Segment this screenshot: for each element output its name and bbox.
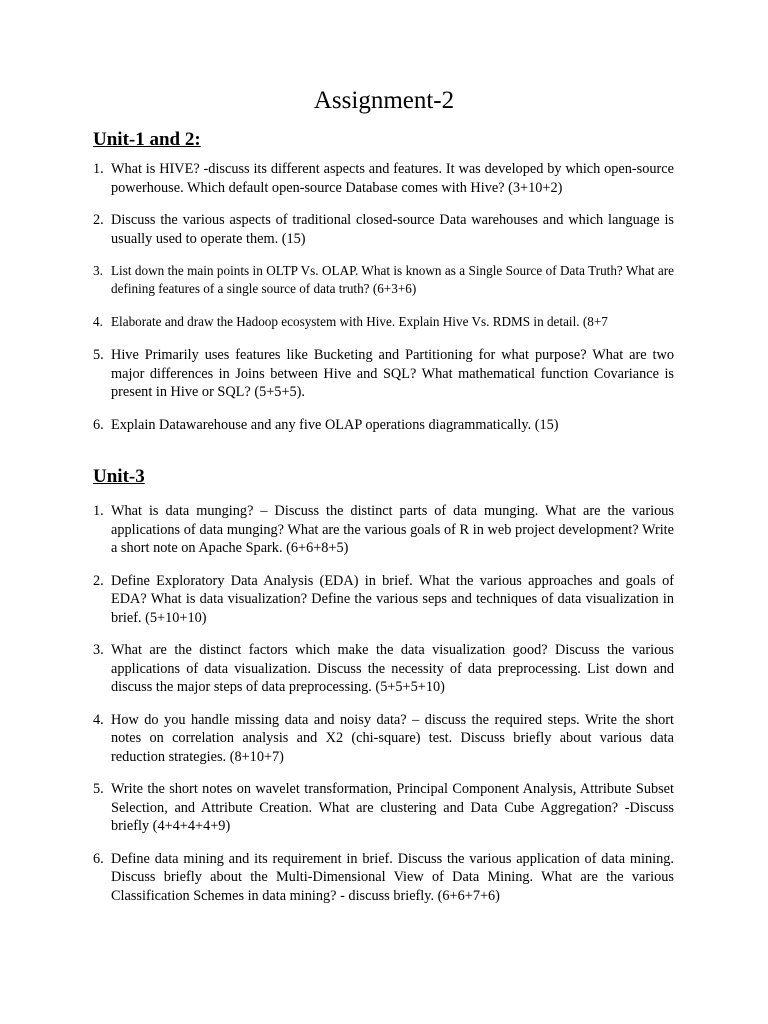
question-number: 3. <box>93 642 104 658</box>
question-item <box>93 641 674 697</box>
question-item <box>93 780 674 836</box>
document-title: Assignment-2 <box>313 87 455 114</box>
question-item <box>93 502 674 558</box>
question-text: What is HIVE? -discuss its different aspects and features. It was developed by which open-source powerhouse. Which default open-source Database comes with Hive? (3+10+2) <box>111 161 674 196</box>
question-number: 4. <box>93 314 103 329</box>
question-text: Elaborate and draw the Hadoop ecosystem with Hive. Explain Hive Vs. RDMS in detail. (8+7 <box>111 314 608 329</box>
question-number: 1. <box>93 161 104 177</box>
question-item <box>93 313 674 331</box>
question-list-unit-3 <box>93 502 674 919</box>
question-text: Hive Primarily uses features like Bucketing and Partitioning for what purpose? What are two major differences in Joins between Hive and SQL? What mathematical function Covariance is present in Hive or SQL? (5+5+5). <box>111 347 674 400</box>
question-item <box>93 850 674 906</box>
question-item <box>93 416 674 435</box>
section-heading-unit-3: Unit-3 <box>93 466 145 487</box>
question-item <box>93 572 674 628</box>
question-number: 2. <box>93 212 104 228</box>
question-text: Define Exploratory Data Analysis (EDA) in brief. What the various approaches and goals of EDA? What is data visualization? Define the various seps and techniques of data visualization in brief. (5+10+10) <box>111 572 674 626</box>
question-number: 4. <box>93 711 104 728</box>
question-text: Discuss the various aspects of traditional closed-source Data warehouses and which language is usually used to operate them. (15) <box>111 212 674 247</box>
question-number: 3. <box>93 263 103 278</box>
question-text: Define data mining and its requirement in brief. Discuss the various application of data mining. Discuss briefly about the Multi-Dimensional View of Data Mining. What are the various Classification Schemes in data mining? - discuss briefly. (6+6+7+6) <box>111 850 674 904</box>
question-item <box>93 160 674 197</box>
question-item <box>93 262 674 298</box>
question-number: 1. <box>93 503 104 519</box>
question-item <box>93 211 674 248</box>
question-list-unit-1-2 <box>93 160 674 434</box>
question-number: 2. <box>93 572 104 589</box>
question-text: How do you handle missing data and noisy data? – discuss the required steps. Write the short notes on correlation analysis and X2 (chi-square) test. Discuss briefly about various data reduction strategies. (8+10+7) <box>111 711 674 765</box>
question-item <box>93 711 674 767</box>
section-heading-unit-1-2: Unit-1 and 2: <box>93 129 201 150</box>
question-text: What are the distinct factors which make the data visualization good? Discuss the various applications of data visualization. Discuss the necessity of data preprocessing. List down and discuss the major steps of data preprocessing. (5+5+5+10) <box>111 642 674 695</box>
question-number: 5. <box>93 781 104 797</box>
question-text: List down the main points in OLTP Vs. OLAP. What is known as a Single Source of Data Truth? What are defining features of a single source of data truth? (6+3+6) <box>111 263 674 296</box>
question-number: 5. <box>93 347 104 363</box>
question-item <box>93 346 674 402</box>
question-text: What is data munging? – Discuss the distinct parts of data munging. What are the various applications of data munging? What are the various goals of R in web project development? Write a short note on Apache Spark. (6+6+8+5) <box>111 503 674 556</box>
question-number: 6. <box>93 850 104 867</box>
question-number: 6. <box>93 416 104 433</box>
question-text: Explain Datawarehouse and any five OLAP operations diagrammatically. (15) <box>111 416 559 433</box>
question-text: Write the short notes on wavelet transformation, Principal Component Analysis, Attribute Subset Selection, and Attribute Creation. What are clustering and Data Cube Aggregation? -Discuss briefly (4+4+4+4+9) <box>111 781 674 834</box>
